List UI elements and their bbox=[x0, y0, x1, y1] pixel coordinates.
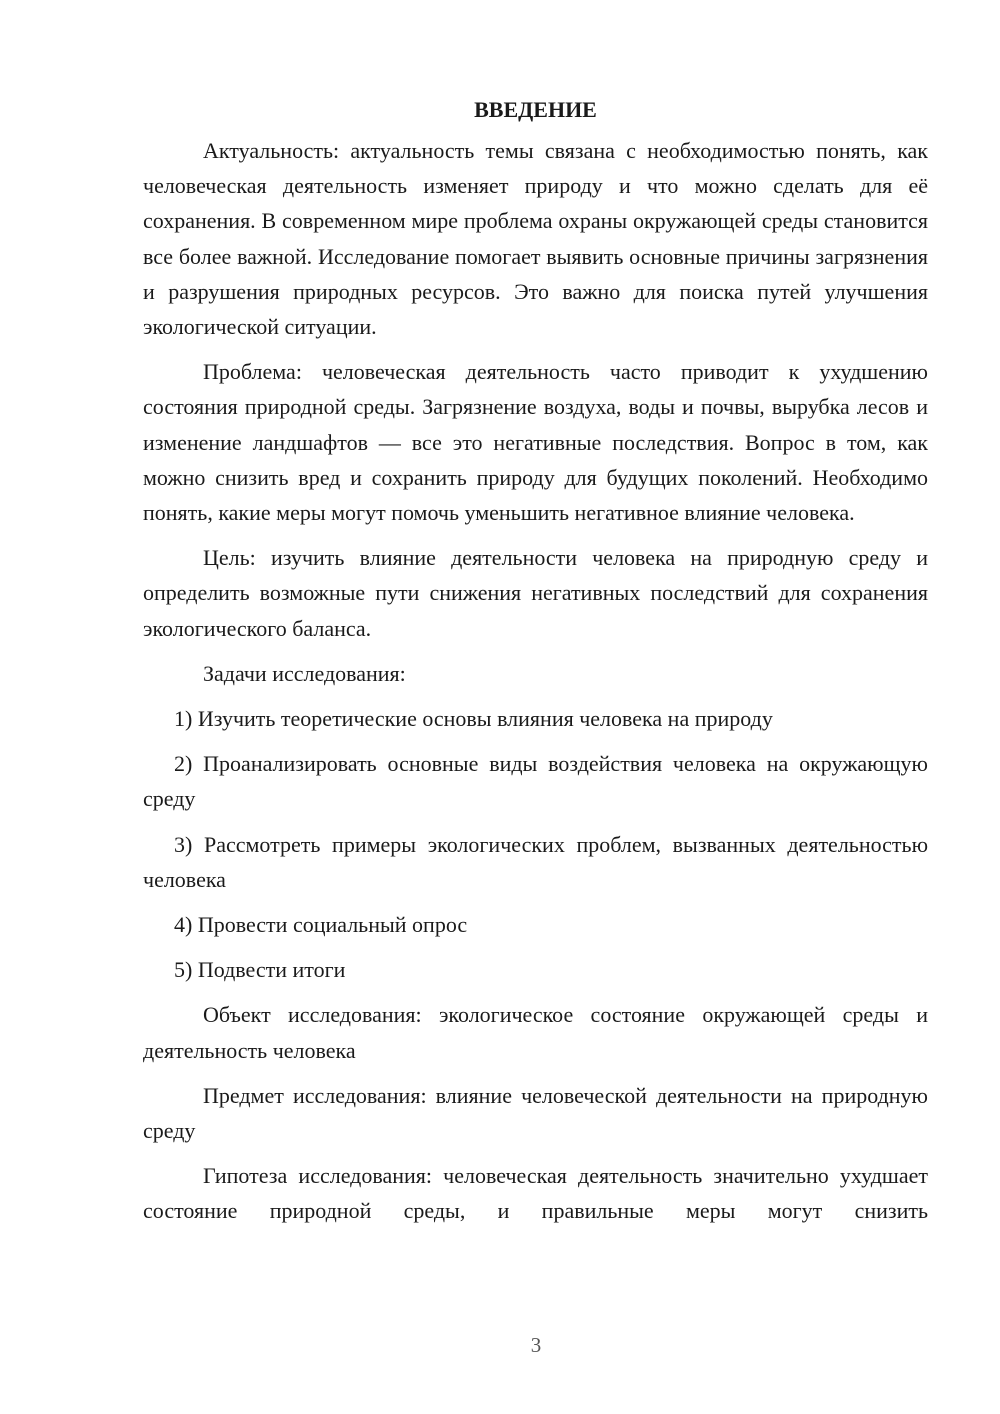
task-item-5: 5) Подвести итоги bbox=[174, 957, 346, 983]
document-page bbox=[143, 92, 928, 1229]
paragraph-relevance: Актуальность: актуальность темы связана с необходимостью понять, как человеческая деятельность изменяет природу и что можно сделать для её сохранения. В современном мире проблема охраны окружающей среды становится все более важной. Исследование помогает выявить основные причины загрязнения и разрушения природных ресурсов. Это важно для поиска путей улучшения экологической ситуации. bbox=[143, 138, 928, 340]
task-item-3: 3) Рассмотреть примеры экологических проблем, вызванных деятельностью человека bbox=[143, 831, 928, 892]
task-item-1: 1) Изучить теоретические основы влияния человека на природу bbox=[174, 706, 773, 732]
paragraph-subject: Предмет исследования: влияние человеческой деятельности на природную среду bbox=[143, 1082, 928, 1144]
task-item-4: 4) Провести социальный опрос bbox=[174, 912, 468, 938]
paragraph-goal: Цель: изучить влияние деятельности человека на природную среду и определить возможные пути снижения негативных последствий для сохранения экологического баланса. bbox=[143, 545, 928, 641]
page-number: 3 bbox=[530, 1333, 542, 1357]
task-item-2: 2) Проанализировать основные виды воздействия человека на окружающую среду bbox=[143, 751, 928, 812]
paragraph-object: Объект исследования: экологическое состояние окружающей среды и деятельность человека bbox=[143, 1002, 928, 1063]
paragraph-tasks-title: Задачи исследования: bbox=[203, 660, 406, 686]
paragraph-hypothesis: Гипотеза исследования: человеческая деятельность значительно ухудшает состояние природной среды, и правильные меры могут снизить bbox=[143, 1163, 928, 1224]
section-heading: ВВЕДЕНИЕ bbox=[474, 97, 597, 122]
paragraph-problem: Проблема: человеческая деятельность часто приводит к ухудшению состояния природной среды. Загрязнение воздуха, воды и почвы, вырубка лесов и изменение ландшафтов — все это негативные последствия. Вопрос в том, как можно снизить вред и сохранить природу для будущих поколений. Необходимо понять, какие меры могут помочь уменьшить негативное влияние человека. bbox=[143, 359, 928, 526]
